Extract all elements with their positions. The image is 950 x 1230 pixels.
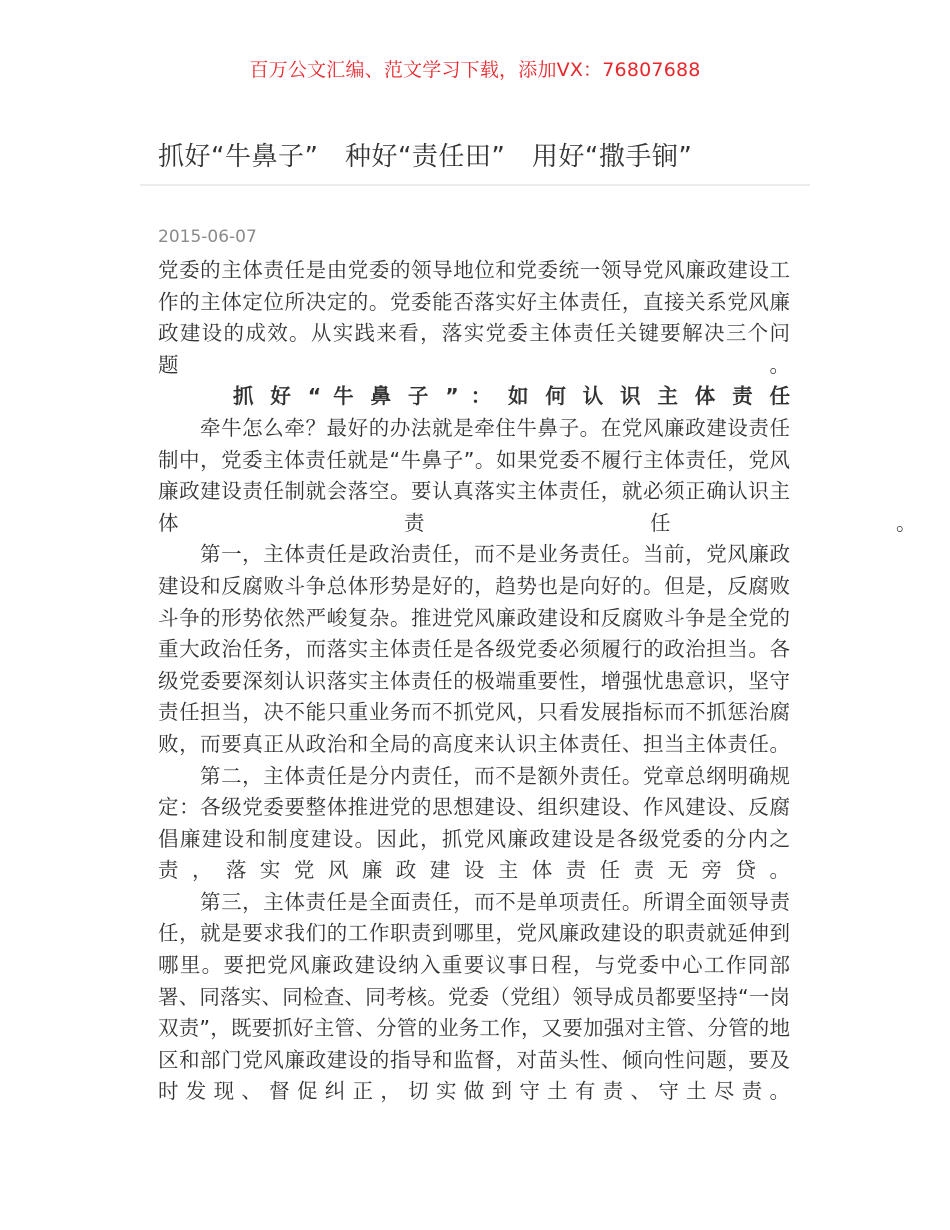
- paragraph-line: 廉政建设责任制就会落空。要认真落实主体责任，就必须正确认识主: [158, 479, 790, 504]
- article-title: 抓好“牛鼻子” 种好“责任田” 用好“撒手锏”: [158, 142, 693, 172]
- paragraph-line: 责任担当，决不能只重业务而不抓党风，只看发展指标而不抓惩治腐: [158, 700, 790, 725]
- paragraph-line: 体 责 任 。: [158, 510, 917, 535]
- publish-date: 2015-06-07: [158, 227, 257, 247]
- paragraph-line: 时 发 现 、 督 促 纠 正 ， 切 实 做 到 守 土 有 责 、 守 土 尽 责 。: [158, 1079, 790, 1104]
- paragraph-line: 重大政治任务，而落实主体责任是各级党委必须履行的政治担当。各: [158, 637, 790, 662]
- paragraph-line: 第三，主体责任是全面责任，而不是单项责任。所谓全面领导责: [200, 889, 790, 914]
- paragraph-line: 题 。: [158, 352, 790, 377]
- paragraph-line: 党委的主体责任是由党委的领导地位和党委统一领导党风廉政建设工: [158, 258, 790, 282]
- paragraph-line: 作的主体定位所决定的。党委能否落实好主体责任，直接关系党风廉: [158, 289, 790, 314]
- paragraph-line: 第一，主体责任是政治责任，而不是业务责任。当前，党风廉政: [200, 542, 790, 567]
- paragraph-line: 任，就是要求我们的工作职责到哪里，党风廉政建设的职责就延伸到: [158, 921, 790, 946]
- paragraph-line: 败，而要真正从政治和全局的高度来认识主体责任、担当主体责任。: [158, 731, 790, 756]
- paragraph-line: 区和部门党风廉政建设的指导和监督，对苗头性、倾向性问题，要及: [158, 1047, 790, 1072]
- paragraph-line: 第二，主体责任是分内责任，而不是额外责任。党章总纲明确规: [200, 763, 790, 788]
- paragraph-line: 建设和反腐败斗争总体形势是好的，趋势也是向好的。但是，反腐败: [158, 573, 790, 598]
- paragraph-line: 级党委要深刻认识落实主体责任的极端重要性，增强忧患意识，坚守: [158, 668, 790, 693]
- paragraph-line: 倡廉建设和制度建设。因此，抓党风廉政建设是各级党委的分内之: [158, 826, 790, 851]
- paragraph-line: 定：各级党委要整体推进党的思想建设、组织建设、作风建设、反腐: [158, 795, 790, 820]
- paragraph-line: 责 ， 落 实 党 风 廉 政 建 设 主 体 责 任 责 无 旁 贷 。: [158, 858, 790, 883]
- title-divider: [140, 184, 810, 186]
- article-body: [158, 255, 917, 1108]
- paragraph-line: 制中，党委主体责任就是“牛鼻子”。如果党委不履行主体责任，党风: [158, 447, 790, 472]
- paragraph-line: 牵牛怎么牵？最好的办法就是牵住牛鼻子。在党风廉政建设责任: [200, 415, 790, 440]
- paragraph-line: 斗争的形势依然严峻复杂。推进党风廉政建设和反腐败斗争是全党的: [158, 605, 790, 630]
- promo-banner: 百万公文汇编、范文学习下载，添加VX：76807688: [249, 59, 701, 81]
- paragraph-line: 政建设的成效。从实践来看，落实党委主体责任关键要解决三个问: [158, 321, 790, 346]
- paragraph-line: 哪里。要把党风廉政建设纳入重要议事日程，与党委中心工作同部: [158, 953, 790, 978]
- paragraph-line: 双责”，既要抓好主管、分管的业务工作，又要加强对主管、分管的地: [158, 1016, 790, 1041]
- paragraph-line: 署、同落实、同检查、同考核。党委（党组）领导成员都要坚持“一岗: [158, 984, 790, 1009]
- section-heading: 抓 好 “ 牛 鼻 子 ” ： 如 何 认 识 主 体 责 任: [233, 384, 790, 409]
